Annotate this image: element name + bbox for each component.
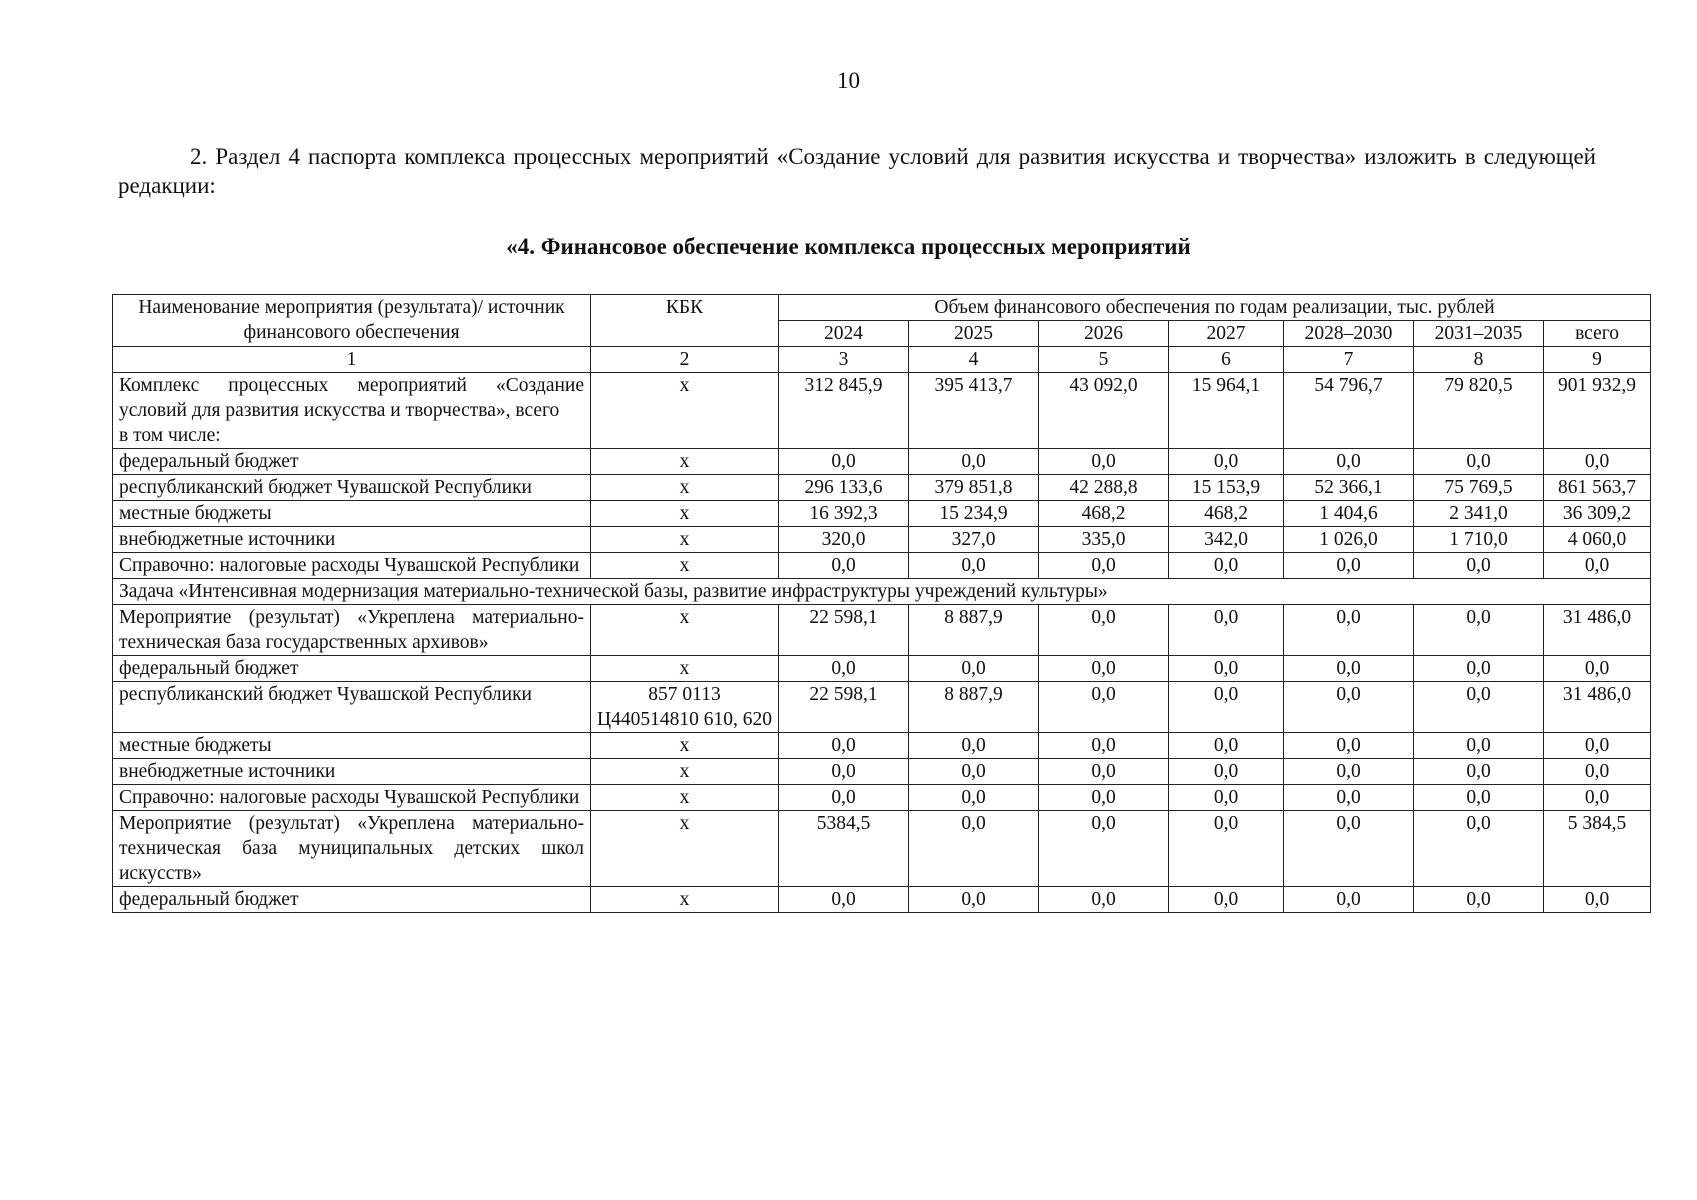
row-value: 22 598,1: [779, 605, 909, 656]
row-value: 0,0: [909, 887, 1039, 913]
row-value: 296 133,6: [779, 475, 909, 501]
row-value: 0,0: [779, 785, 909, 811]
row-value: 5384,5: [779, 811, 909, 887]
header-row: [113, 295, 1651, 321]
row-value: 0,0: [779, 887, 909, 913]
task-row-text: Задача «Интенсивная модернизация материально-технической базы, развитие инфраструктуры учреждений культуры»: [113, 579, 1651, 605]
row-value: 0,0: [1284, 733, 1414, 759]
page-number: 10: [837, 68, 860, 93]
row-value: 1 404,6: [1284, 501, 1414, 527]
table-row: [113, 887, 1651, 913]
header-year: 2025: [909, 321, 1039, 347]
column-index-row: [113, 347, 1651, 373]
table-row: [113, 553, 1651, 579]
row-value: 0,0: [1284, 682, 1414, 733]
row-kbk: х: [591, 759, 779, 785]
row-value: 0,0: [1169, 553, 1284, 579]
row-kbk: х: [591, 785, 779, 811]
row-value: 335,0: [1039, 527, 1169, 553]
row-name: Комплекс процессных мероприятий «Создание условий для развития искусства и творчества», всего в том числе:: [113, 373, 591, 449]
header-year: 2027: [1169, 321, 1284, 347]
row-kbk: х: [591, 656, 779, 682]
row-value: 0,0: [1039, 811, 1169, 887]
row-value: 0,0: [1169, 811, 1284, 887]
column-index: 5: [1039, 347, 1169, 373]
row-value: 0,0: [1039, 733, 1169, 759]
table-row: [113, 373, 1651, 449]
row-value: 0,0: [909, 811, 1039, 887]
row-kbk: х: [591, 733, 779, 759]
row-kbk: х: [591, 811, 779, 887]
row-value: 0,0: [1284, 759, 1414, 785]
row-value: 0,0: [909, 553, 1039, 579]
table-row: [113, 785, 1651, 811]
row-value: 2 341,0: [1414, 501, 1544, 527]
row-value: 0,0: [1414, 553, 1544, 579]
row-value: 0,0: [779, 733, 909, 759]
row-value: 0,0: [1544, 449, 1651, 475]
table-row: [113, 527, 1651, 553]
row-name: республиканский бюджет Чувашской Республики: [113, 682, 591, 733]
row-value: 1 710,0: [1414, 527, 1544, 553]
header-kbk: КБК: [591, 295, 779, 347]
row-value: 320,0: [779, 527, 909, 553]
row-name: внебюджетные источники: [113, 759, 591, 785]
row-value: 0,0: [1544, 785, 1651, 811]
row-value: 0,0: [1284, 553, 1414, 579]
row-name: местные бюджеты: [113, 733, 591, 759]
row-value: 0,0: [779, 759, 909, 785]
table-row: [113, 579, 1651, 605]
row-value: 0,0: [779, 553, 909, 579]
column-index: 7: [1284, 347, 1414, 373]
row-kbk: х: [591, 449, 779, 475]
row-value: 31 486,0: [1544, 682, 1651, 733]
row-value: 43 092,0: [1039, 373, 1169, 449]
row-kbk: х: [591, 605, 779, 656]
row-value: 0,0: [1414, 759, 1544, 785]
row-value: 0,0: [1039, 785, 1169, 811]
row-value: 379 851,8: [909, 475, 1039, 501]
row-name: Мероприятие (результат) «Укреплена материально-техническая база государственных архивов»: [113, 605, 591, 656]
row-value: 15 964,1: [1169, 373, 1284, 449]
row-value: 0,0: [1414, 887, 1544, 913]
row-value: 0,0: [1544, 733, 1651, 759]
row-name: местные бюджеты: [113, 501, 591, 527]
row-value: 22 598,1: [779, 682, 909, 733]
row-value: 0,0: [1414, 656, 1544, 682]
column-index: 4: [909, 347, 1039, 373]
table-body: [113, 373, 1651, 913]
row-kbk: х: [591, 553, 779, 579]
row-value: 342,0: [1169, 527, 1284, 553]
row-value: 0,0: [1284, 656, 1414, 682]
section-title: «4. Финансовое обеспечение комплекса процессных мероприятий: [506, 234, 1191, 259]
row-value: 5 384,5: [1544, 811, 1651, 887]
row-value: 0,0: [1414, 682, 1544, 733]
row-value: 0,0: [1284, 605, 1414, 656]
table-row: [113, 501, 1651, 527]
column-index: 2: [591, 347, 779, 373]
row-value: 0,0: [1039, 887, 1169, 913]
row-value: 861 563,7: [1544, 475, 1651, 501]
row-kbk: 857 0113 Ц440514810 610, 620: [591, 682, 779, 733]
row-value: 0,0: [1414, 811, 1544, 887]
row-value: 0,0: [1544, 656, 1651, 682]
row-value: 0,0: [1284, 887, 1414, 913]
row-value: 15 153,9: [1169, 475, 1284, 501]
row-value: 0,0: [909, 759, 1039, 785]
row-value: 395 413,7: [909, 373, 1039, 449]
row-value: 16 392,3: [779, 501, 909, 527]
row-value: 79 820,5: [1414, 373, 1544, 449]
row-value: 0,0: [1169, 682, 1284, 733]
row-value: 312 845,9: [779, 373, 909, 449]
row-value: 0,0: [1169, 449, 1284, 475]
row-value: 0,0: [1544, 887, 1651, 913]
row-value: 0,0: [1414, 733, 1544, 759]
row-kbk: х: [591, 501, 779, 527]
row-value: 0,0: [1169, 656, 1284, 682]
row-kbk: х: [591, 527, 779, 553]
row-value: 0,0: [779, 656, 909, 682]
row-name: Справочно: налоговые расходы Чувашской Республики: [113, 553, 591, 579]
table-row: [113, 759, 1651, 785]
row-value: 4 060,0: [1544, 527, 1651, 553]
intro-paragraph: 2. Раздел 4 паспорта комплекса процессных мероприятий «Создание условий для развития искусства и творчества» изложить в следующей редакции:: [118, 144, 1596, 198]
row-value: 0,0: [1039, 682, 1169, 733]
row-name: федеральный бюджет: [113, 656, 591, 682]
column-index: 8: [1414, 347, 1544, 373]
row-value: 0,0: [909, 733, 1039, 759]
row-value: 0,0: [1169, 759, 1284, 785]
row-value: 901 932,9: [1544, 373, 1651, 449]
table-row: [113, 449, 1651, 475]
table-row: [113, 811, 1651, 887]
row-value: 0,0: [1039, 553, 1169, 579]
header-volume: Объем финансового обеспечения по годам реализации, тыс. рублей: [779, 295, 1651, 321]
header-year: 2026: [1039, 321, 1169, 347]
row-value: 0,0: [1169, 785, 1284, 811]
header-year: 2028–2030: [1284, 321, 1414, 347]
row-value: 0,0: [909, 449, 1039, 475]
table-row: [113, 475, 1651, 501]
row-value: 42 288,8: [1039, 475, 1169, 501]
row-value: 327,0: [909, 527, 1039, 553]
row-kbk: х: [591, 475, 779, 501]
row-value: 36 309,2: [1544, 501, 1651, 527]
column-index: 3: [779, 347, 909, 373]
row-value: 0,0: [1169, 605, 1284, 656]
row-name: республиканский бюджет Чувашской Республики: [113, 475, 591, 501]
row-value: 0,0: [1414, 785, 1544, 811]
row-value: 0,0: [1544, 759, 1651, 785]
row-value: 1 026,0: [1284, 527, 1414, 553]
column-index: 9: [1544, 347, 1651, 373]
row-name: федеральный бюджет: [113, 887, 591, 913]
column-index: 6: [1169, 347, 1284, 373]
row-value: 54 796,7: [1284, 373, 1414, 449]
header-year: всего: [1544, 321, 1651, 347]
financing-table: [112, 294, 1651, 913]
row-value: 52 366,1: [1284, 475, 1414, 501]
row-name: внебюджетные источники: [113, 527, 591, 553]
row-value: 468,2: [1169, 501, 1284, 527]
row-value: 8 887,9: [909, 605, 1039, 656]
row-value: 0,0: [909, 785, 1039, 811]
row-value: 0,0: [1284, 811, 1414, 887]
header-name: Наименование мероприятия (результата)/ источник финансового обеспечения: [113, 295, 591, 347]
header-year: 2024: [779, 321, 909, 347]
table-row: [113, 733, 1651, 759]
row-value: 0,0: [779, 449, 909, 475]
row-name: Справочно: налоговые расходы Чувашской Республики: [113, 785, 591, 811]
row-value: 0,0: [1284, 449, 1414, 475]
row-name: федеральный бюджет: [113, 449, 591, 475]
row-value: 0,0: [1284, 785, 1414, 811]
row-value: 0,0: [1414, 449, 1544, 475]
row-value: 468,2: [1039, 501, 1169, 527]
column-index: 1: [113, 347, 591, 373]
row-value: 0,0: [1039, 656, 1169, 682]
row-value: 15 234,9: [909, 501, 1039, 527]
row-value: 8 887,9: [909, 682, 1039, 733]
row-value: 0,0: [909, 656, 1039, 682]
row-name: Мероприятие (результат) «Укреплена материально-техническая база муниципальных детских школ искусств»: [113, 811, 591, 887]
row-value: 0,0: [1169, 887, 1284, 913]
table-row: [113, 682, 1651, 733]
row-value: 31 486,0: [1544, 605, 1651, 656]
row-kbk: х: [591, 373, 779, 449]
table-row: [113, 656, 1651, 682]
row-value: 0,0: [1544, 553, 1651, 579]
row-value: 0,0: [1039, 759, 1169, 785]
table-row: [113, 605, 1651, 656]
row-value: 0,0: [1039, 449, 1169, 475]
row-value: 0,0: [1169, 733, 1284, 759]
header-year: 2031–2035: [1414, 321, 1544, 347]
row-value: 75 769,5: [1414, 475, 1544, 501]
row-kbk: х: [591, 887, 779, 913]
row-value: 0,0: [1414, 605, 1544, 656]
row-value: 0,0: [1039, 605, 1169, 656]
